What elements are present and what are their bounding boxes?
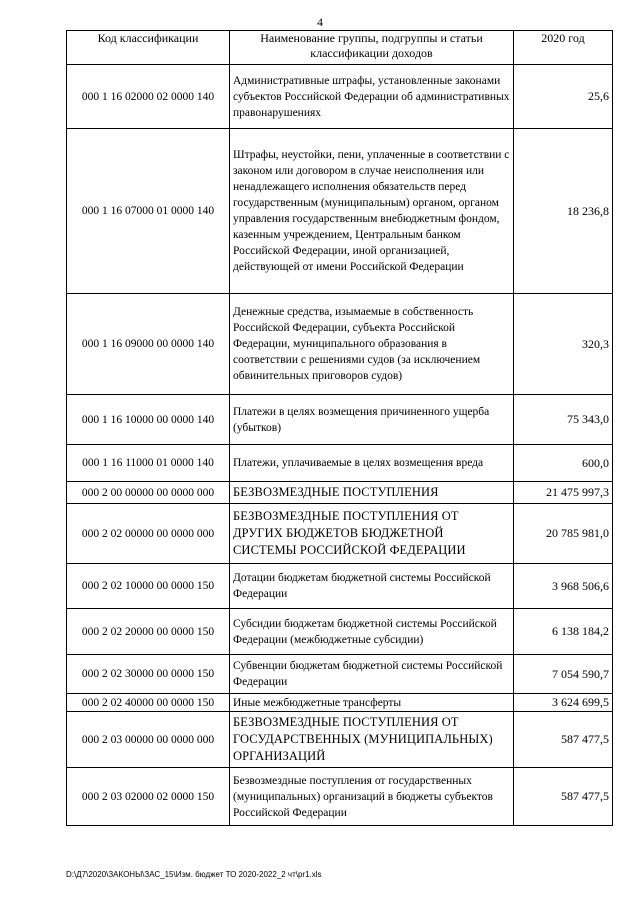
table-row — [67, 564, 613, 609]
table-row — [67, 294, 613, 395]
header-name: Наименование группы, подгруппы и статьи классификации доходов — [230, 31, 514, 65]
budget-table — [66, 30, 613, 826]
row-value: 21 475 997,3 — [514, 482, 613, 504]
table-header-row — [67, 31, 613, 65]
row-value: 6 138 184,2 — [514, 609, 613, 655]
table-row — [67, 129, 613, 294]
row-value: 3 968 506,6 — [514, 564, 613, 609]
table-row — [67, 712, 613, 768]
row-code: 000 2 03 02000 02 0000 150 — [67, 768, 230, 826]
row-name: Денежные средства, изымаемые в собственность Российской Федерации, субъекта Российской Федерации, муниципального образования в соответствии с решениями судов (за исключением обвинительных приговоров судов) — [230, 294, 514, 395]
header-year: 2020 год — [514, 31, 613, 65]
row-code: 000 2 00 00000 00 0000 000 — [67, 482, 230, 504]
row-name: БЕЗВОЗМЕЗДНЫЕ ПОСТУПЛЕНИЯ ОТ ГОСУДАРСТВЕННЫХ (МУНИЦИПАЛЬНЫХ) ОРГАНИЗАЦИЙ — [230, 712, 514, 768]
row-name: Субвенции бюджетам бюджетной системы Российской Федерации — [230, 655, 514, 694]
row-value: 25,6 — [514, 65, 613, 129]
table-row — [67, 395, 613, 445]
row-code: 000 1 16 10000 00 0000 140 — [67, 395, 230, 445]
row-value: 320,3 — [514, 294, 613, 395]
row-code: 000 1 16 11000 01 0000 140 — [67, 445, 230, 482]
row-value: 587 477,5 — [514, 768, 613, 826]
row-value: 3 624 699,5 — [514, 694, 613, 712]
row-value: 18 236,8 — [514, 129, 613, 294]
row-code: 000 2 02 30000 00 0000 150 — [67, 655, 230, 694]
row-name: Штрафы, неустойки, пени, уплаченные в соответствии с законом или договором в случае неисполнения или ненадлежащего исполнения обязательств перед государственным (муниципальным) органом, органом управления государственным внебюджетным фондом, казенным учреждением, Центральным банком Российской Федерации, иной организацией, действующей от имени Российской Федерации — [230, 129, 514, 294]
table-row — [67, 504, 613, 564]
row-code: 000 2 03 00000 00 0000 000 — [67, 712, 230, 768]
row-code: 000 2 02 10000 00 0000 150 — [67, 564, 230, 609]
row-code: 000 2 02 40000 00 0000 150 — [67, 694, 230, 712]
row-name: Иные межбюджетные трансферты — [230, 694, 514, 712]
table-row — [67, 768, 613, 826]
table-row — [67, 482, 613, 504]
row-value: 587 477,5 — [514, 712, 613, 768]
row-name: Дотации бюджетам бюджетной системы Российской Федерации — [230, 564, 514, 609]
row-value: 20 785 981,0 — [514, 504, 613, 564]
row-value: 600,0 — [514, 445, 613, 482]
row-code: 000 2 02 00000 00 0000 000 — [67, 504, 230, 564]
row-value: 7 054 590,7 — [514, 655, 613, 694]
table-row — [67, 694, 613, 712]
row-code: 000 1 16 02000 02 0000 140 — [67, 65, 230, 129]
row-code: 000 1 16 09000 00 0000 140 — [67, 294, 230, 395]
row-name: БЕЗВОЗМЕЗДНЫЕ ПОСТУПЛЕНИЯ — [230, 482, 514, 504]
page-number: 4 — [317, 15, 323, 29]
row-name: Административные штрафы, установленные законами субъектов Российской Федерации об административных правонарушениях — [230, 65, 514, 129]
footer-file-path: D:\Д7\2020\ЗАКОНЫ\ЗАС_15\Изм. бюджет ТО 2020-2022_2 чт\pr1.xls — [66, 870, 322, 879]
header-code: Код классификации — [67, 31, 230, 65]
row-value: 75 343,0 — [514, 395, 613, 445]
row-name: БЕЗВОЗМЕЗДНЫЕ ПОСТУПЛЕНИЯ ОТ ДРУГИХ БЮДЖЕТОВ БЮДЖЕТНОЙ СИСТЕМЫ РОССИЙСКОЙ ФЕДЕРАЦИИ — [230, 504, 514, 564]
table-row — [67, 655, 613, 694]
table-row — [67, 609, 613, 655]
row-name: Субсидии бюджетам бюджетной системы Российской Федерации (межбюджетные субсидии) — [230, 609, 514, 655]
row-name: Платежи в целях возмещения причиненного ущерба (убытков) — [230, 395, 514, 445]
table-row — [67, 65, 613, 129]
row-code: 000 2 02 20000 00 0000 150 — [67, 609, 230, 655]
row-name: Безвозмездные поступления от государственных (муниципальных) организаций в бюджеты субъектов Российской Федерации — [230, 768, 514, 826]
row-code: 000 1 16 07000 01 0000 140 — [67, 129, 230, 294]
row-name: Платежи, уплачиваемые в целях возмещения вреда — [230, 445, 514, 482]
table-row — [67, 445, 613, 482]
